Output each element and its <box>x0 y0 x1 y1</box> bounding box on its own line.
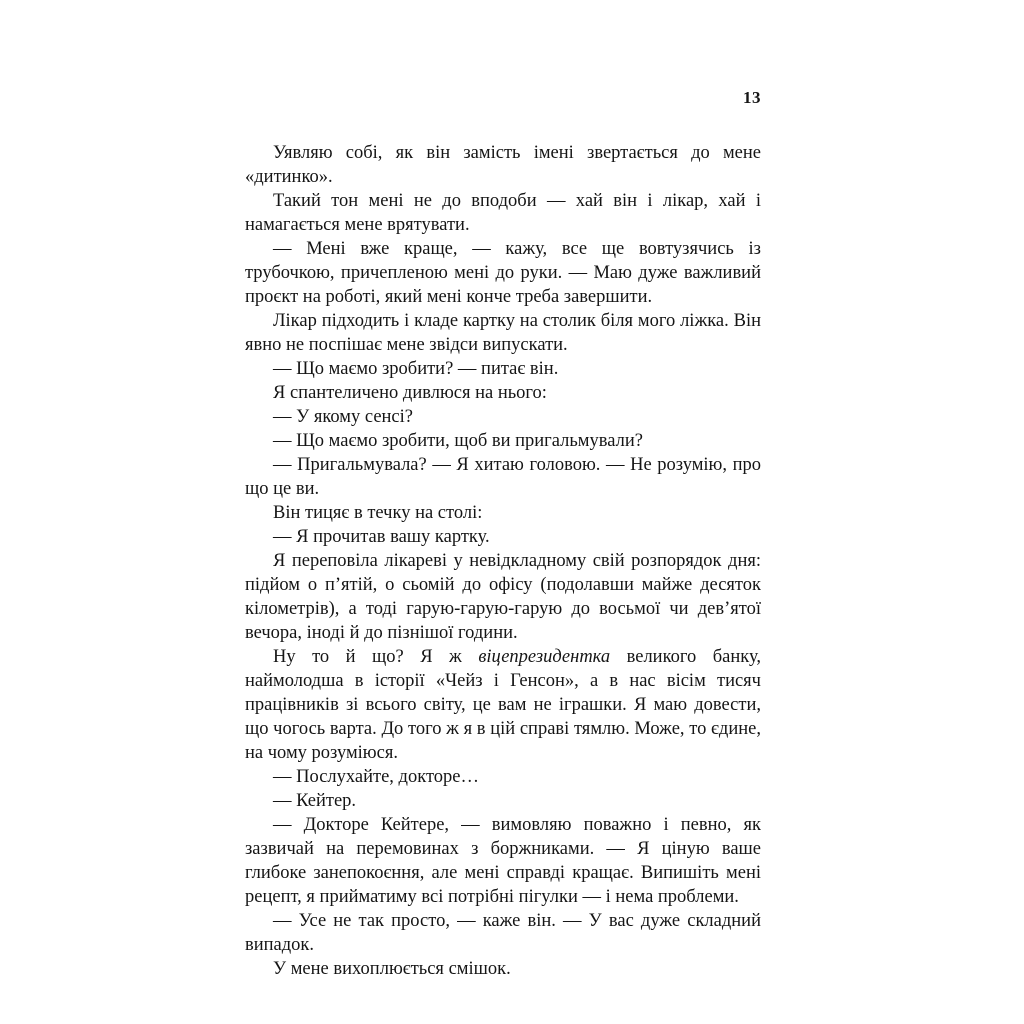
paragraph-13-italic-word: віцепрезидентка <box>478 647 611 667</box>
paragraph-5: — Що маємо зробити? — питає він. <box>273 359 559 379</box>
paragraph-14: — Послухайте, докторе… <box>273 767 480 787</box>
paragraph-13 <box>245 645 761 765</box>
paragraph-3: — Мені вже краще, — кажу, все ще вовтузячись із трубочкою, причепленою мені до руки. — Маю дуже важливий проєкт на роботі, який мені конче треба завершити. <box>245 239 761 307</box>
text-block <box>245 141 761 981</box>
paragraph-13-pre: Ну то й що? Я ж <box>273 647 479 667</box>
paragraph-1: Уявляю собі, як він замість імені звертається до мене «дитинко». <box>245 143 761 187</box>
paragraph-6: Я спантеличено дивлюся на нього: <box>273 383 547 403</box>
page-number: 13 <box>743 88 761 107</box>
paragraph-16: — Докторе Кейтере, — вимовляю поважно і певно, як зазвичай на перемовинах з боржниками. — Я ціную ваше глибоке занепокоєння, але мені справді кращає. Випишіть мені рецепт, я прийматиму всі потрібні пігулки — і нема проблеми. <box>245 815 761 907</box>
paragraph-12: Я переповіла лікареві у невідкладному свій розпорядок дня: підйом о п’ятій, о сьомій до офісу (подолавши майже десяток кілометрів), а тоді гарую-гарую-гарую до восьмої чи дев’ятої вечора, іноді й до пізнішої години. <box>245 551 761 643</box>
paragraph-10: Він тицяє в течку на столі: <box>273 503 483 523</box>
paragraph-13-post: великого банку, наймолодша в історії «Чейз і Генсон», а в нас вісім тисяч працівників зі всього світу, це вам не іграшки. Я маю довести, що чогось варта. До того ж я в цій справі тямлю. Може, то єдине, на чому розуміюся. <box>245 647 762 763</box>
paragraph-8: — Що маємо зробити, щоб ви пригальмували? <box>273 431 643 451</box>
paragraph-11: — Я прочитав вашу картку. <box>273 527 490 547</box>
paragraph-9: — Пригальмувала? — Я хитаю головою. — Не розумію, про що це ви. <box>245 455 761 499</box>
paragraph-2: Такий тон мені не до вподоби — хай він і лікар, хай і намагається мене врятувати. <box>245 191 761 235</box>
paragraph-7: — У якому сенсі? <box>273 407 413 427</box>
paragraph-4: Лікар підходить і кладе картку на столик біля мого ліжка. Він явно не поспішає мене звідси випускати. <box>245 311 761 355</box>
paragraph-17: — Усе не так просто, — каже він. — У вас дуже складний випадок. <box>245 911 761 955</box>
paragraph-15: — Кейтер. <box>273 791 357 811</box>
paragraph-18: У мене вихоплюється смішок. <box>273 959 511 979</box>
